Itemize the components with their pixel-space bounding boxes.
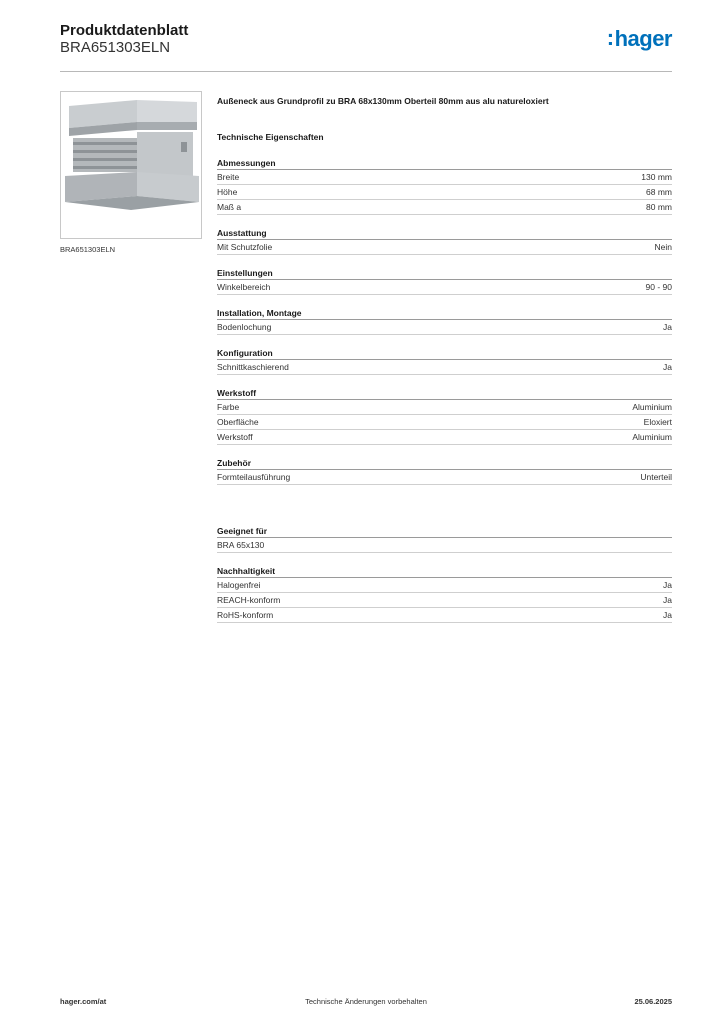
rib-3 — [73, 158, 137, 161]
spec-value: 90 - 90 — [645, 282, 672, 292]
page-title: Produktdatenblatt — [60, 22, 189, 39]
sustainability-section — [217, 565, 672, 623]
spec-row — [217, 608, 672, 623]
spec-row — [217, 200, 672, 215]
rib-2 — [73, 150, 137, 153]
spec-row — [217, 185, 672, 200]
section-title: Konfiguration — [217, 347, 672, 360]
corner-duct-illustration — [61, 92, 202, 239]
spec-row — [217, 538, 672, 553]
hager-logo — [607, 26, 672, 52]
footer-date: 25.06.2025 — [634, 997, 672, 1006]
product-image — [60, 91, 202, 239]
spec-label: Schnittkaschierend — [217, 362, 289, 372]
spec-row — [217, 578, 672, 593]
cover-right-front — [137, 122, 197, 130]
spec-value: Aluminium — [632, 402, 672, 412]
spec-section — [217, 347, 672, 375]
spec-label: Werkstoff — [217, 432, 253, 442]
product-description: Außeneck aus Grundprofil zu BRA 68x130mm Oberteil 80mm aus alu natureloxiert — [217, 96, 549, 106]
product-number: BRA651303ELN — [60, 39, 171, 56]
footer-notice: Technische Änderungen vorbehalten — [305, 997, 427, 1006]
spec-row — [217, 430, 672, 445]
spec-label: REACH-konform — [217, 595, 281, 605]
section-title: Ausstattung — [217, 227, 672, 240]
spec-label: Breite — [217, 172, 240, 182]
spec-row — [217, 593, 672, 608]
spec-section — [217, 457, 672, 485]
spec-label: BRA 65x130 — [217, 540, 265, 550]
body-right — [137, 132, 193, 178]
logo-prefix: : — [606, 25, 614, 50]
section-gap — [217, 485, 672, 513]
spec-section — [217, 157, 672, 215]
spec-value: Eloxiert — [643, 417, 672, 427]
spec-value: Aluminium — [632, 432, 672, 442]
spec-section — [217, 267, 672, 295]
spec-row — [217, 415, 672, 430]
page-footer — [60, 997, 672, 1011]
spec-row — [217, 240, 672, 255]
spec-content — [217, 96, 672, 623]
cover-right-top — [137, 100, 197, 122]
clip-detail — [181, 142, 187, 152]
spec-value: Ja — [663, 595, 672, 605]
sustainability-rows — [217, 578, 672, 623]
suitable-section — [217, 525, 672, 553]
spec-value: 80 mm — [646, 202, 672, 212]
spec-label: Winkelbereich — [217, 282, 271, 292]
spec-section — [217, 307, 672, 335]
spec-label: Bodenlochung — [217, 322, 272, 332]
spec-label: RoHS-konform — [217, 610, 274, 620]
spec-label: Mit Schutzfolie — [217, 242, 273, 252]
rib-1 — [73, 142, 137, 145]
spec-value: Ja — [663, 580, 672, 590]
spec-label: Farbe — [217, 402, 240, 412]
tech-properties-heading: Technische Eigenschaften — [217, 132, 324, 142]
image-caption: BRA651303ELN — [60, 245, 116, 254]
spec-section — [217, 227, 672, 255]
section-title: Geeignet für — [217, 525, 672, 538]
spec-value: 68 mm — [646, 187, 672, 197]
section-title: Werkstoff — [217, 387, 672, 400]
spec-row — [217, 400, 672, 415]
spec-label: Halogenfrei — [217, 580, 261, 590]
spec-row — [217, 170, 672, 185]
spec-value: 130 mm — [641, 172, 672, 182]
page-header — [60, 22, 672, 72]
rib-4 — [73, 166, 137, 169]
footer-website: hager.com/at — [60, 997, 107, 1006]
spec-sections — [217, 157, 672, 485]
spec-row — [217, 280, 672, 295]
spec-value: Unterteil — [640, 472, 672, 482]
section-title: Abmessungen — [217, 157, 672, 170]
section-title: Einstellungen — [217, 267, 672, 280]
spec-value: Nein — [654, 242, 672, 252]
spec-row — [217, 320, 672, 335]
spec-section — [217, 387, 672, 445]
suitable-rows — [217, 538, 672, 553]
spec-label: Maß a — [217, 202, 242, 212]
spec-value: Ja — [663, 610, 672, 620]
section-title: Nachhaltigkeit — [217, 565, 672, 578]
logo-text: hager — [614, 26, 672, 51]
spec-value: Ja — [663, 322, 672, 332]
spec-label: Höhe — [217, 187, 238, 197]
spec-label: Oberfläche — [217, 417, 259, 427]
spec-row — [217, 360, 672, 375]
section-title: Zubehör — [217, 457, 672, 470]
spec-value: Ja — [663, 362, 672, 372]
spec-row — [217, 470, 672, 485]
section-title: Installation, Montage — [217, 307, 672, 320]
spec-label: Formteilausführung — [217, 472, 291, 482]
